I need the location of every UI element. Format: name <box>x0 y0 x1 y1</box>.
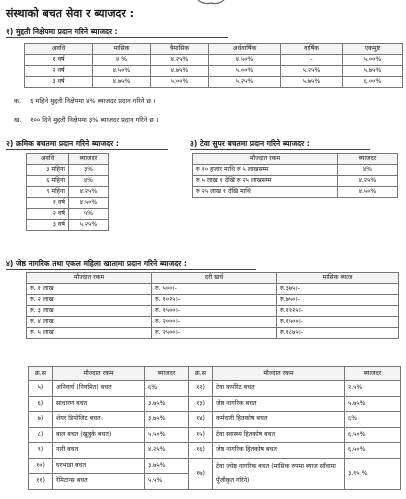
table-cell: ४ % <box>93 55 151 66</box>
table-row <box>27 328 399 339</box>
table-cell: १४) <box>189 412 213 428</box>
section-4-heading: ४) जेष्ठ नागरिक तथा एकल महिला खातामा प्रदान गरिने ब्याजदर : <box>6 259 187 268</box>
table-cell: ७) <box>29 412 53 428</box>
section-4-underline <box>6 269 256 270</box>
table-row <box>29 381 401 397</box>
table-header-cell: अवधि <box>25 44 93 55</box>
table-cell: ४.२५% <box>338 176 398 187</box>
table-row <box>27 295 399 306</box>
table-cell: १३) <box>189 396 213 412</box>
table-row <box>27 165 109 176</box>
table-cell: १६) <box>189 443 213 459</box>
table-cell: ४.५०% <box>338 187 398 198</box>
table-cell: ६) <box>29 396 53 412</box>
table-cell: रु. ५ लाख <box>27 328 152 339</box>
table-header-cell: मासिक ब्याज <box>277 273 399 284</box>
table-cell: ४.७५% <box>93 77 151 88</box>
table-row <box>27 209 109 220</box>
other-savings-table <box>28 366 401 490</box>
table-cell: रु. ४ लाख <box>27 317 152 328</box>
table-cell: ५.७५% <box>343 66 403 77</box>
page-title: संस्थाको बचत सेवा र ब्याजदर : <box>6 7 135 20</box>
table-cell: १ वर्ष <box>25 55 93 66</box>
table-cell: रु.७५०।- <box>277 295 399 306</box>
section-1-underline <box>6 37 228 38</box>
table-cell: ५% <box>69 209 109 220</box>
table-row <box>193 165 398 176</box>
table-cell: अनिवार्य (नियमित) बचत <box>53 381 145 397</box>
table-cell: रु. २ लाख <box>27 295 152 306</box>
table-cell: घरभाडा बचत <box>53 458 145 474</box>
note-a-key: क. <box>14 97 22 105</box>
table-cell: १७) <box>189 458 213 489</box>
table-cell: रु. १०२५।- <box>152 295 277 306</box>
table-cell: रु.१५००।- <box>277 317 399 328</box>
table-cell: ८) <box>29 427 53 443</box>
table-cell: ५) <box>29 381 53 397</box>
table-cell: १०) <box>29 458 53 474</box>
table-cell: २ वर्ष <box>25 66 93 77</box>
table-row <box>29 427 401 443</box>
table-row <box>193 176 398 187</box>
table-cell: रु १० हजार माथि रु ५ लाखसम्म <box>193 165 338 176</box>
table-cell: कर्मचारी हितकोष बचत <box>213 412 345 428</box>
table-cell: रु.३७५।- <box>277 284 399 295</box>
table-header-cell: ब्याजदर <box>145 367 189 381</box>
table-cell: ५.००% <box>151 77 209 88</box>
table-cell: रु. २०००।- <box>152 317 277 328</box>
table-cell: ६% <box>145 381 189 397</box>
table-header-cell: त्रैमासिक <box>151 44 209 55</box>
table-cell: ३.७५% <box>145 396 189 412</box>
table-row <box>27 306 399 317</box>
note-b-key: ख. <box>14 116 22 124</box>
table-row <box>27 176 109 187</box>
note-a-text: ६ महिने मुद्दती निक्षेपमा ४% ब्याजदर प्रदान गरिने छ । <box>30 97 156 105</box>
table-row <box>27 198 109 209</box>
section-3-heading: ३) टेवा सुपर बचतमा प्रदान गरिने ब्याजदर : <box>190 139 310 148</box>
table-cell: ५.७५% <box>281 77 343 88</box>
table-row <box>193 187 398 198</box>
table-cell: ५.५% <box>145 474 189 490</box>
table-row <box>27 284 399 295</box>
table-header-cell: एकमुष्ट <box>343 44 403 55</box>
section-2-underline <box>6 149 168 150</box>
table-cell: ४.२५% <box>151 55 209 66</box>
table-row <box>25 66 403 77</box>
table-row <box>29 412 401 428</box>
table-cell: बाल बचत (खुत्रुके बचत) <box>53 427 145 443</box>
table-cell: ११) <box>29 474 53 490</box>
table-cell: १५) <box>189 427 213 443</box>
table-row <box>25 55 403 66</box>
table-cell: ४.५०% <box>69 198 109 209</box>
table-cell: ५.२५% <box>209 77 281 88</box>
table-row <box>27 220 109 231</box>
table-cell: रु २५ लाख १ देखि माथि <box>193 187 338 198</box>
table-cell: ४.२५% <box>69 187 109 198</box>
tewa-super-table <box>192 153 398 198</box>
table-header-cell: मौज्दात रकम <box>53 367 145 381</box>
table-cell: ६.५०% <box>345 443 401 459</box>
table-cell: ९ महिना <box>27 187 69 198</box>
table-cell: रु. ३ लाख <box>27 306 152 317</box>
table-cell: ३% <box>69 165 109 176</box>
table-cell: शेयर डिपोजिट बचत <box>53 412 145 428</box>
table-cell: टेवा स्वास्थ्य हितकोष बचत <box>213 427 345 443</box>
table-row <box>29 396 401 412</box>
table-cell: ६.५०% <box>345 427 401 443</box>
table-cell: ५.२५% <box>69 220 109 231</box>
note-b <box>14 115 158 124</box>
fixed-deposit-table <box>24 43 403 88</box>
recurring-deposit-table <box>26 153 109 231</box>
table-cell: ४.७५% <box>151 66 209 77</box>
table-cell: रेमिटान्स बचत <box>53 474 145 490</box>
table-cell: ३ महिना <box>27 165 69 176</box>
section-1-heading: १) मुद्दती निक्षेपमा प्रदान गरिने ब्याजदर : <box>6 27 118 36</box>
table-row <box>29 443 401 459</box>
table-header-cell: ब्याजदर <box>69 154 109 165</box>
logo-fragment-icon <box>196 0 226 5</box>
table-cell: ४.२५% <box>145 443 189 459</box>
table-cell: ४.५०% <box>209 55 281 66</box>
table-cell: ३.७५% <box>145 458 189 474</box>
table-header-cell: मौज्दात रकम <box>193 154 338 165</box>
table-cell: ४% <box>69 176 109 187</box>
table-header-cell: क्र.स <box>189 367 213 381</box>
table-cell: ५.००% <box>343 55 403 66</box>
table-cell: रु. १ लाख <box>27 284 152 295</box>
table-row <box>27 187 109 198</box>
section-3-underline <box>190 149 370 150</box>
table-cell: रु.११२५।- <box>277 306 399 317</box>
table-cell: ९) <box>29 443 53 459</box>
table-row <box>27 317 399 328</box>
table-cell: ३.९५ % <box>345 458 401 489</box>
table-cell: २.५% <box>345 381 401 397</box>
table-cell: ६% <box>345 412 401 428</box>
section-2-heading: २) क्रमिक बचतमा प्रदान गरिने ब्याजदर : <box>6 139 119 148</box>
table-cell: ३ वर्ष <box>25 77 93 88</box>
table-cell: २ वर्ष <box>27 209 69 220</box>
table-cell: ४% <box>338 165 398 176</box>
table-cell: रु. ५००।- <box>152 284 277 295</box>
table-cell: - <box>281 55 343 66</box>
table-cell: ६ महिना <box>27 176 69 187</box>
table-cell: रु ५ लाख १ देखि रु २५ लाखसम्म <box>193 176 338 187</box>
table-header-cell: अवधि <box>27 154 69 165</box>
table-cell: टेवा ज्येष्ठ नागरिक बचत (मासिक रुपमा ब्याज साँवामा पूँजीकृत गरिने) <box>213 458 345 489</box>
table-cell: नारी बचत <box>53 443 145 459</box>
table-cell: ५.५०% <box>145 427 189 443</box>
table-row <box>29 458 401 474</box>
table-cell: जेष्ठ नागरिक बचत <box>213 396 345 412</box>
table-cell: ६.००% <box>343 77 403 88</box>
note-b-text: १०० दिने मुद्दती निक्षेपमा ३% ब्याजदर प्रदान गरिने छ । <box>30 116 159 124</box>
table-header-cell: मासिक <box>93 44 151 55</box>
note-a <box>14 96 156 105</box>
table-cell: रु.१८७५।- <box>277 328 399 339</box>
table-header-cell: ब्याजदर <box>345 367 401 381</box>
table-cell: जेष्ठ नागरिक हितकोष बचत <box>213 443 345 459</box>
table-cell: १ वर्ष <box>27 198 69 209</box>
table-header-cell: अर्धवार्षिक <box>209 44 281 55</box>
table-cell: साधारण बचत <box>53 396 145 412</box>
table-cell: १२) <box>189 381 213 397</box>
senior-citizen-table <box>26 272 399 339</box>
table-cell: ५.००% <box>209 66 281 77</box>
table-header-cell: मौज्दात रकम <box>27 273 152 284</box>
table-cell: ५.७५% <box>345 396 401 412</box>
table-header-cell: क्र.स <box>29 367 53 381</box>
table-header-cell: मौज्दात रकम <box>213 367 345 381</box>
table-header-cell: वार्षिक <box>281 44 343 55</box>
table-row <box>25 77 403 88</box>
table-cell: ५.२५% <box>281 66 343 77</box>
table-cell: ३ वर्ष <box>27 220 69 231</box>
table-cell: ४.५०% <box>93 66 151 77</box>
table-cell: टेवा कर्पोरेट बचत <box>213 381 345 397</box>
table-header-cell: ब्याजदर <box>338 154 398 165</box>
table-cell: रु. १५००।- <box>152 306 277 317</box>
table-cell: ३.७५% <box>145 412 189 428</box>
table-header-cell: दरी खर्च <box>152 273 277 284</box>
table-cell: रु. २५००।- <box>152 328 277 339</box>
